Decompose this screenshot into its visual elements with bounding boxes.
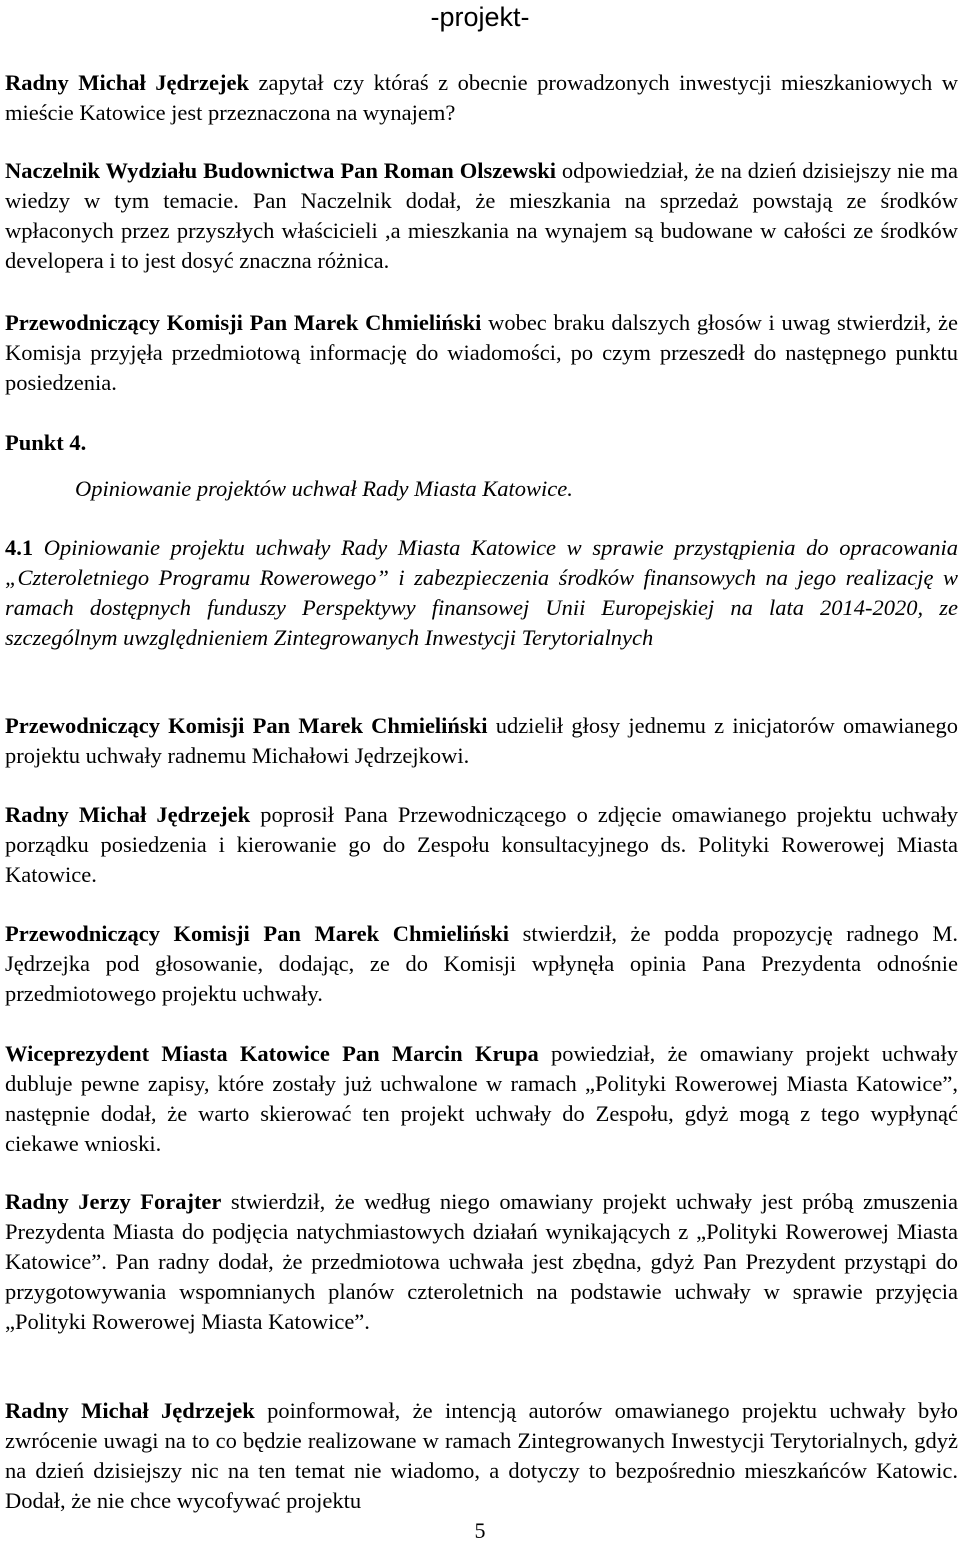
speaker-name: Wiceprezydent Miasta Katowice Pan Marcin Krupa <box>5 1041 539 1066</box>
paragraph-1 <box>5 68 958 128</box>
paragraph-8 <box>5 1187 958 1337</box>
paragraph-2 <box>5 156 958 276</box>
speaker-name: Radny Michał Jędrzejek <box>5 802 251 827</box>
speaker-name: Naczelnik Wydziału Budownictwa Pan Roman Olszewski <box>5 158 556 183</box>
speaker-name: Radny Michał Jędrzejek <box>5 1398 255 1423</box>
document-header: -projekt- <box>430 2 530 32</box>
paragraph-text: wobec braku dalszych głosów i uwag stwierdził, że Komisja przyjęła przedmiotową informację do wiadomości, po czym przeszedł do następnego punktu posiedzenia. <box>5 310 958 395</box>
paragraph-9 <box>5 1396 958 1516</box>
agenda-item-text: Opiniowanie projektu uchwały Rady Miasta Katowice w sprawie przystąpienia do opracowania „Czteroletniego Programu Rowerowego” i zabezpieczenia środków finansowych na jego realizację w ramach dostępnych funduszy Perspektywy finansowej Unii Europejskiej na lata 2014-2020, ze szczególnym uwzględnieniem Zintegrowanych Inwestycji Terytorialnych <box>5 535 958 650</box>
paragraph-4 <box>5 711 958 771</box>
paragraph-6 <box>5 919 958 1009</box>
speaker-name: Przewodniczący Komisji Pan Marek Chmieliński <box>5 713 488 738</box>
speaker-name: Radny Michał Jędrzejek <box>5 70 249 95</box>
paragraph-text: poprosił Pana Przewodniczącego o zdjęcie omawianego projektu uchwały porządku posiedzenia i kierowanie go do Zespołu konsultacyjnego ds. Polityki Rowerowej Miasta Katowice. <box>5 802 959 887</box>
paragraph-text: udzielił głosy jednemu z inicjatorów omawianego projektu uchwały radnemu Michałowi Jędrzejkowi. <box>5 713 958 768</box>
paragraph-7 <box>5 1039 958 1159</box>
speaker-name: Przewodniczący Komisji Pan Marek Chmieliński <box>5 921 509 946</box>
paragraph-text: stwierdził, że podda propozycję radnego M. Jędrzejka pod głosowanie, dodając, ze do Komisji wpłynęła opinia Pana Prezydenta odnośnie przedmiotowego projektu uchwały. <box>5 921 958 1006</box>
page-number: 5 <box>474 1518 486 1543</box>
paragraph-text: stwierdził, że według niego omawiany projekt uchwały jest próbą zmuszenia Prezydenta Miasta do podjęcia natychmiastowych działań wynikających z „Polityki Rowerowej Miasta Katowice”. Pan radny dodał, że przedmiotowa uchwała jest zbędna, gdyż Pan Prezydent przystąpi do przygotowywania wspomnianych planów czteroletnich na podstawie uchwały w sprawie przyjęcia „Polityki Rowerowej Miasta Katowice”. <box>5 1189 958 1334</box>
section-subheading: Opiniowanie projektów uchwał Rady Miasta Katowice. <box>75 476 573 501</box>
paragraph-text: poinformował, że intencją autorów omawianego projektu uchwały było zwrócenie uwagi na to co będzie realizowane w ramach Zintegrowanych Inwestycji Terytorialnych, gdyż na dzień dzisiejszy nic na ten temat nie wiadomo, a dotyczy to bezpośrednio mieszkańców Katowic. Dodał, że nie chce wycofywać projektu <box>5 1398 959 1513</box>
paragraph-text: powiedział, że omawiany projekt uchwały dubluje pewne zapisy, które zostały już uchwalone w ramach „Polityki Rowerowej Miasta Katowice”, następnie dodał, że warto skierować ten projekt uchwały do Zespołu, gdyż mogą z tego wypłynąć ciekawe wnioski. <box>5 1041 958 1156</box>
agenda-item-number: 4.1 <box>5 535 34 560</box>
paragraph-text: odpowiedział, że na dzień dzisiejszy nie ma wiedzy w tym temacie. Pan Naczelnik dodał, że mieszkania na sprzedaż powstają ze środków wpłaconych przez przyszłych właścicieli ,a mieszkania na wynajem są budowane w całości ze środków developera i to jest dosyć znaczna różnica. <box>5 158 958 273</box>
speaker-name: Przewodniczący Komisji Pan Marek Chmieliński <box>5 310 482 335</box>
paragraph-3 <box>5 308 958 398</box>
paragraph-5 <box>5 800 958 890</box>
section-heading: Punkt 4. <box>5 430 87 455</box>
speaker-name: Radny Jerzy Forajter <box>5 1189 222 1214</box>
paragraph-text: zapytał czy któraś z obecnie prowadzonych inwestycji mieszkaniowych w mieście Katowice jest przeznaczona na wynajem? <box>5 70 959 125</box>
agenda-item-4-1 <box>5 533 958 653</box>
